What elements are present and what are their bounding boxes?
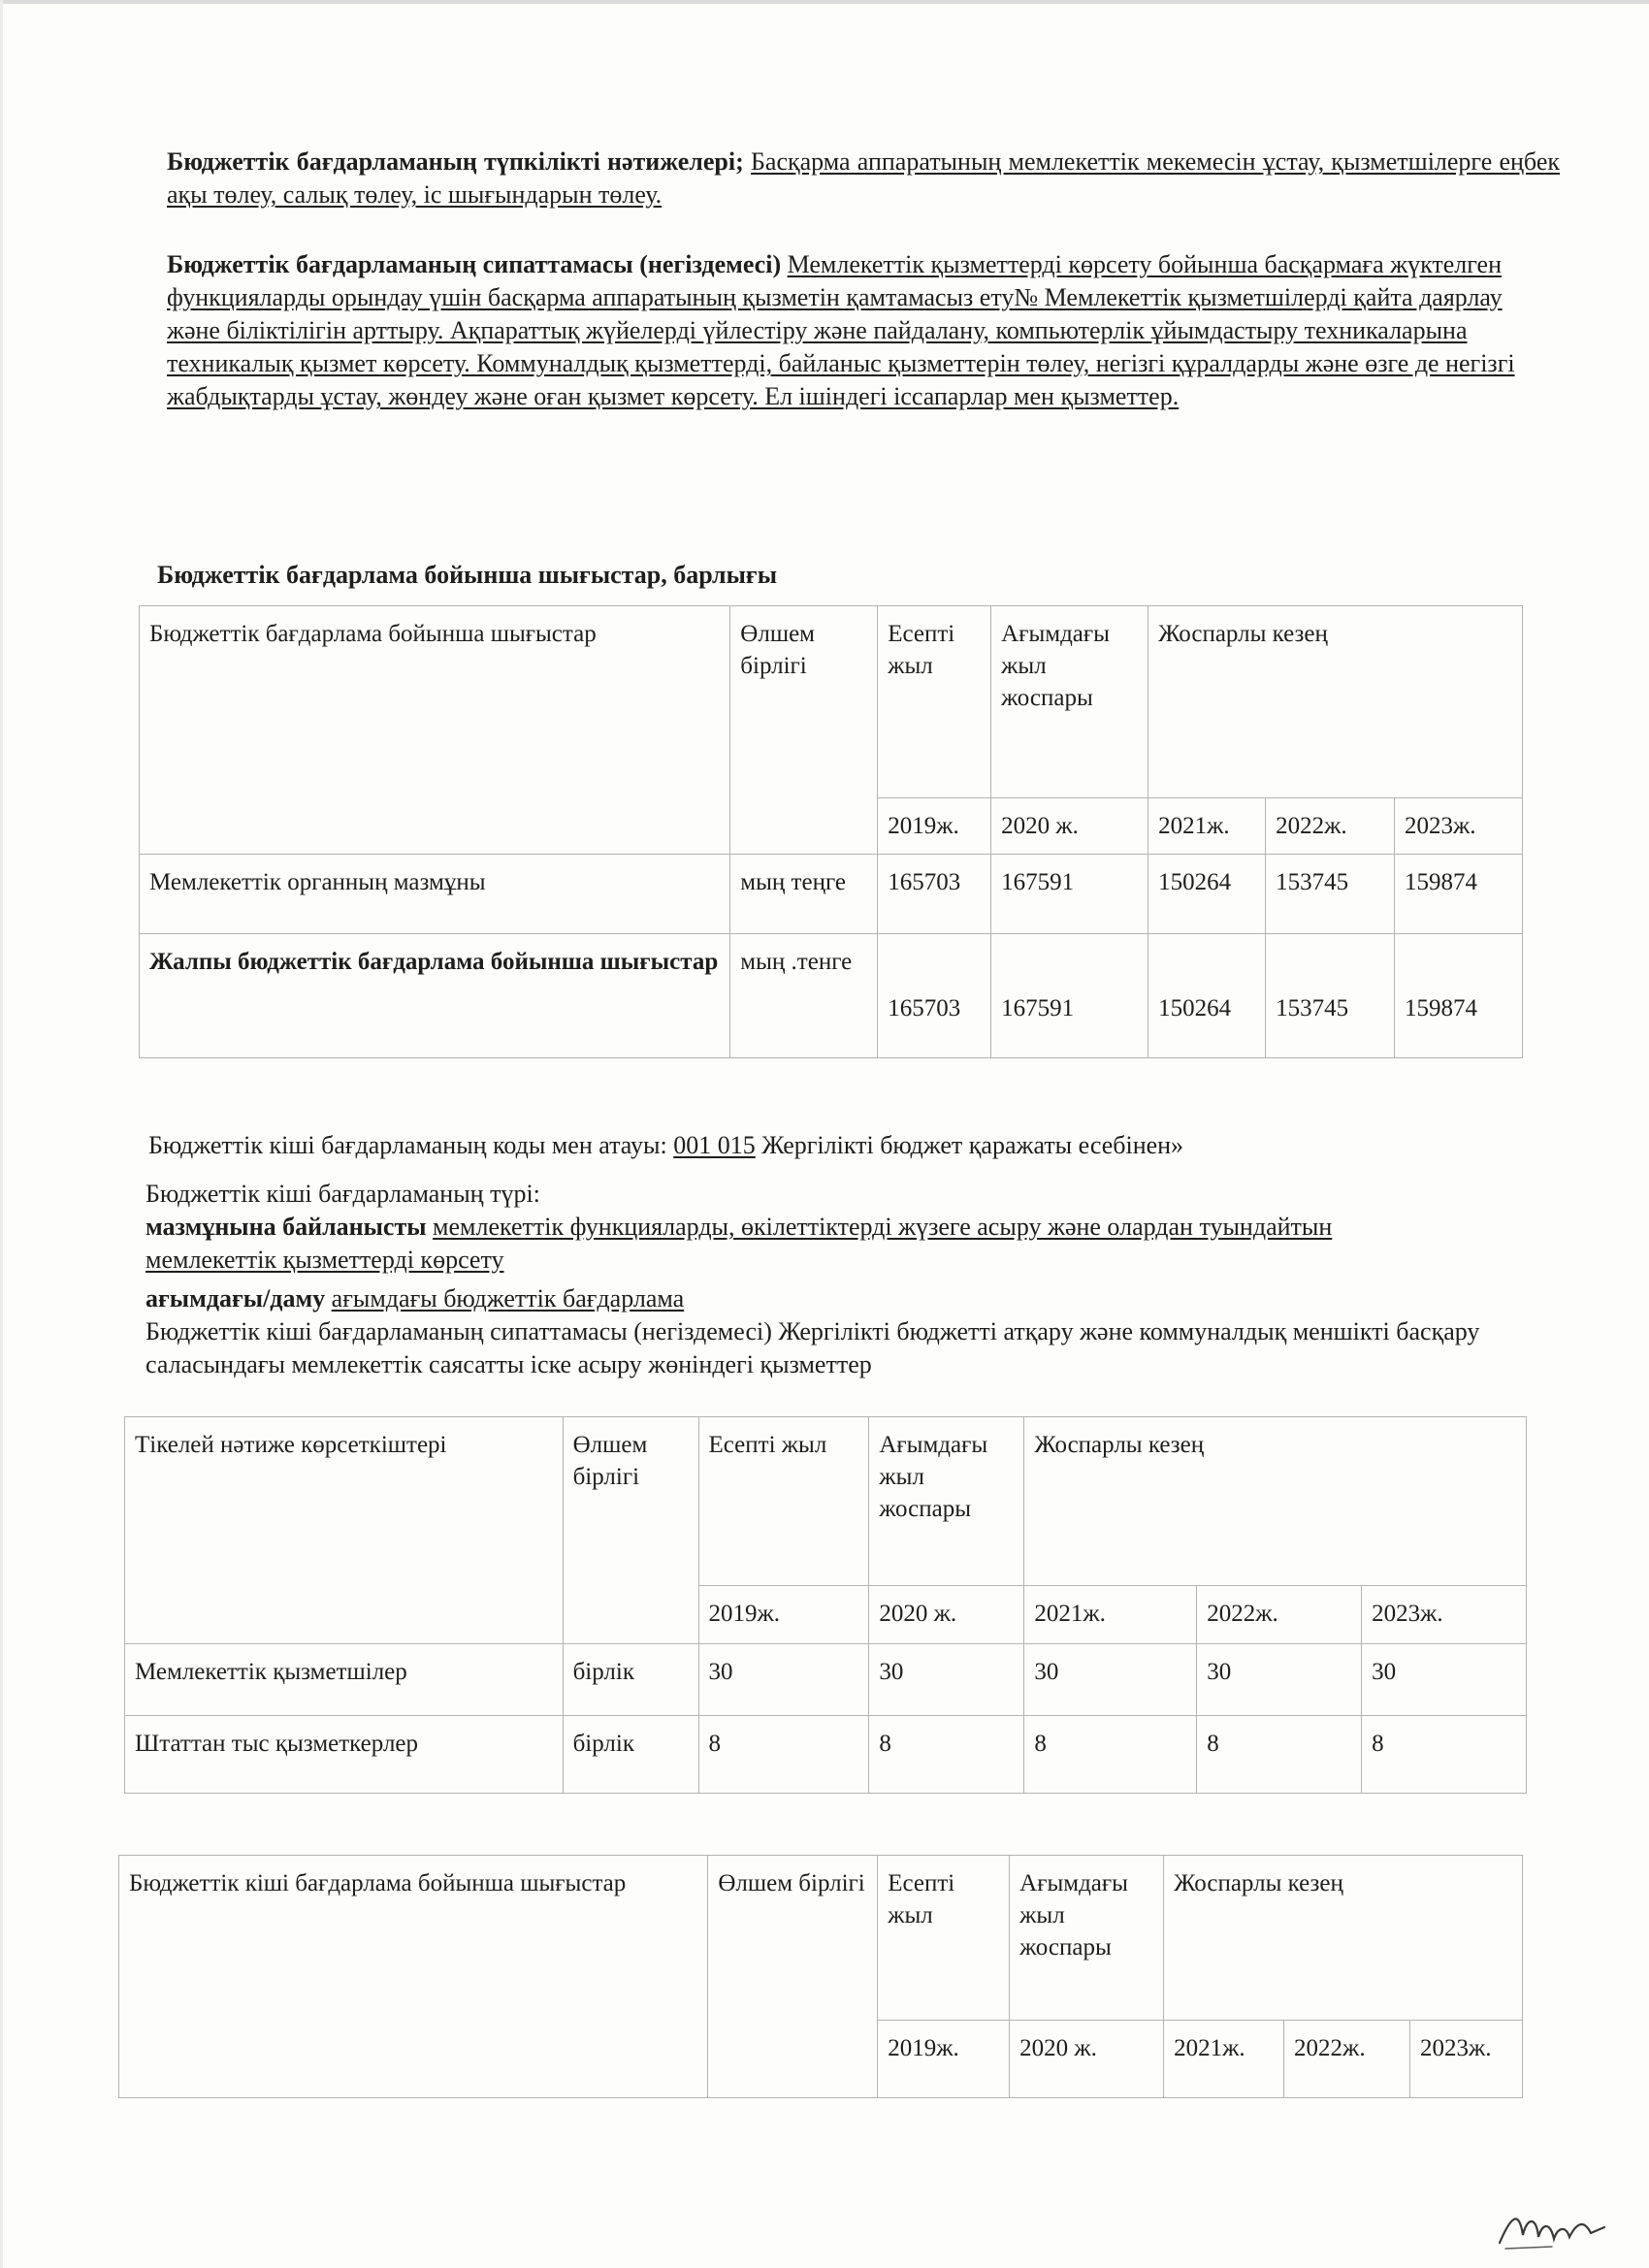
row-value: 153745 [1266, 855, 1395, 934]
row-value: 30 [1024, 1644, 1197, 1716]
row-value: 8 [1362, 1716, 1527, 1794]
row-unit: бірлік [563, 1716, 698, 1794]
table2-year-cell: 2022ж. [1197, 1586, 1362, 1644]
subprogram-code-name: Жергілікті бюджет қаражаты есебінен» [761, 1131, 1184, 1159]
row-unit: бірлік [563, 1644, 698, 1716]
content-value: мемлекеттік функцияларды, өкілеттіктерді жүзеге асыру және олардан туындайтын мемлекеттік қызметтерді көрсету [146, 1213, 1333, 1274]
table1-year-cell: 2023ж. [1395, 798, 1523, 855]
row-unit: мың .тенге [730, 934, 878, 1058]
table2-header-planned-period: Жоспарлы кезең [1024, 1417, 1527, 1586]
final-results-label: Бюджеттік бағдарламаның түпкілікті нәтижелері; [167, 147, 744, 176]
row-value: 8 [698, 1716, 869, 1794]
subprogram-description: Бюджеттік кіші бағдарламаның сипаттамасы (негіздемесі) Жергілікті бюджетті атқару және коммуналдық меншікті басқару саласындағы мемлекеттік саясатты іске асыру жөніндегі қызметтер [146, 1317, 1480, 1378]
program-description-paragraph [167, 248, 1515, 413]
program-description-label: Бюджеттік бағдарламаның сипаттамасы (негіздемесі) [167, 250, 782, 278]
row-value: 153745 [1266, 934, 1395, 1058]
row-name: Жалпы бюджеттік бағдарлама бойынша шығыстар [140, 934, 730, 1058]
scan-edge-top [0, 0, 1649, 4]
table1-year-cell: 2021ж. [1148, 798, 1266, 855]
row-name: Мемлекеттік қызметшілер [125, 1644, 564, 1716]
table1-header-report-year: Есепті жыл [878, 606, 991, 798]
row-value: 165703 [878, 934, 991, 1058]
table2-year-cell: 2023ж. [1362, 1586, 1527, 1644]
subprogram-content-line [146, 1211, 1406, 1277]
row-value: 30 [698, 1644, 869, 1716]
table2-year-cell: 2020 ж. [869, 1586, 1024, 1644]
row-value: 8 [1024, 1716, 1197, 1794]
row-value: 159874 [1395, 934, 1523, 1058]
table3-header-current-plan: Ағымдағы жыл жоспары [1010, 1856, 1164, 2021]
row-value: 159874 [1395, 855, 1523, 934]
current-label: ағымдағы/даму [146, 1284, 326, 1312]
table2-header-report-year: Есепті жыл [698, 1417, 869, 1586]
subprogram-current-line [146, 1282, 684, 1315]
program-expenses-table [139, 605, 1523, 1058]
table3-header-expenses: Бюджеттік кіші бағдарлама бойынша шығыстар [119, 1856, 708, 2098]
final-results-text: Басқарма аппаратының мемлекеттік мекемесін ұстау, қызметшілерге еңбек ақы төлеу, салық төлеу, іс шығындарын төлеу. [167, 147, 1560, 209]
row-value: 150264 [1148, 855, 1266, 934]
row-value: 30 [1197, 1644, 1362, 1716]
expenses-heading: Бюджеттік бағдарлама бойынша шығыстар, барлығы [157, 561, 778, 589]
table3-header-unit: Өлшем бірлігі [708, 1856, 878, 2098]
table1-year-cell: 2022ж. [1266, 798, 1395, 855]
row-unit: мың теңге [730, 855, 878, 934]
direct-results-table [124, 1416, 1527, 1794]
row-value: 8 [1197, 1716, 1362, 1794]
content-label: мазмұнына байланысты [146, 1213, 427, 1241]
row-value: 150264 [1148, 934, 1266, 1058]
table1-header-current-plan: Ағымдағы жыл жоспары [991, 606, 1148, 798]
table2-year-cell: 2021ж. [1024, 1586, 1197, 1644]
row-value: 30 [1362, 1644, 1527, 1716]
table-row [140, 855, 1523, 934]
final-results-paragraph [167, 146, 1560, 211]
subprogram-type-label: Бюджеттік кіші бағдарламаның түрі: [146, 1180, 540, 1208]
table2-header-current-plan: Ағымдағы жыл жоспары [869, 1417, 1024, 1586]
table-row [140, 934, 1523, 1058]
table1-year-cell: 2019ж. [878, 798, 991, 855]
row-name: Мемлекеттік органның мазмұны [140, 855, 730, 934]
table1-header-planned-period: Жоспарлы кезең [1148, 606, 1523, 798]
table3-year-cell: 2020 ж. [1010, 2021, 1164, 2098]
table3-header-planned-period: Жоспарлы кезең [1164, 1856, 1523, 2021]
table2-header-indicators: Тікелей нәтиже көрсеткіштері [125, 1417, 564, 1644]
table-row [125, 1716, 1527, 1794]
table3-year-cell: 2023ж. [1409, 2021, 1522, 2098]
subprogram-expenses-table [118, 1855, 1523, 2098]
row-name: Штаттан тыс қызметкерлер [125, 1716, 564, 1794]
row-value: 165703 [878, 855, 991, 934]
table2-header-unit: Өлшем бірлігі [563, 1417, 698, 1644]
scan-edge-left [0, 0, 3, 2268]
table3-year-cell: 2021ж. [1164, 2021, 1284, 2098]
table3-year-cell: 2019ж. [878, 2021, 1010, 2098]
current-value: ағымдағы бюджеттік бағдарлама [331, 1284, 685, 1312]
row-value: 30 [869, 1644, 1024, 1716]
subprogram-code-label: Бюджеттік кіші бағдарламаның коды мен атауы: [148, 1131, 667, 1159]
row-value: 167591 [991, 934, 1148, 1058]
table3-header-report-year: Есепті жыл [878, 1856, 1010, 2021]
row-value: 167591 [991, 855, 1148, 934]
table1-header-unit: Өлшем бірлігі [730, 606, 878, 855]
subprogram-code-line [148, 1129, 1183, 1162]
table1-header-expenses: Бюджеттік бағдарлама бойынша шығыстар [140, 606, 730, 855]
program-description-text: Мемлекеттік қызметтерді көрсету бойынша басқармаға жүктелген функцияларды орындау үшін басқарма аппаратының қызметін қамтамасыз ету№ Мемлекеттік қызметшілерді қайта даярлау және біліктілігін арттыру. Ақпараттық жүйелерді үйлестіру және пайдалану, компьютерлік ұйымдастыру техникаларына техникалық қызмет көрсету. Коммуналдық қызметтерді, байланыс қызметтерін төлеу, негізгі құралдарды және өзге де негізгі жабдықтарды ұстау, жөндеу және оған қызмет көрсету. Ел ішіндегі іссапарлар мен қызметтер. [167, 250, 1515, 410]
table3-year-cell: 2022ж. [1284, 2021, 1410, 2098]
row-value: 8 [869, 1716, 1024, 1794]
signature-mark [1494, 2198, 1610, 2256]
table1-year-cell: 2020 ж. [991, 798, 1148, 855]
table2-year-cell: 2019ж. [698, 1586, 869, 1644]
table-row [125, 1644, 1527, 1716]
subprogram-code-value: 001 015 [673, 1131, 756, 1159]
